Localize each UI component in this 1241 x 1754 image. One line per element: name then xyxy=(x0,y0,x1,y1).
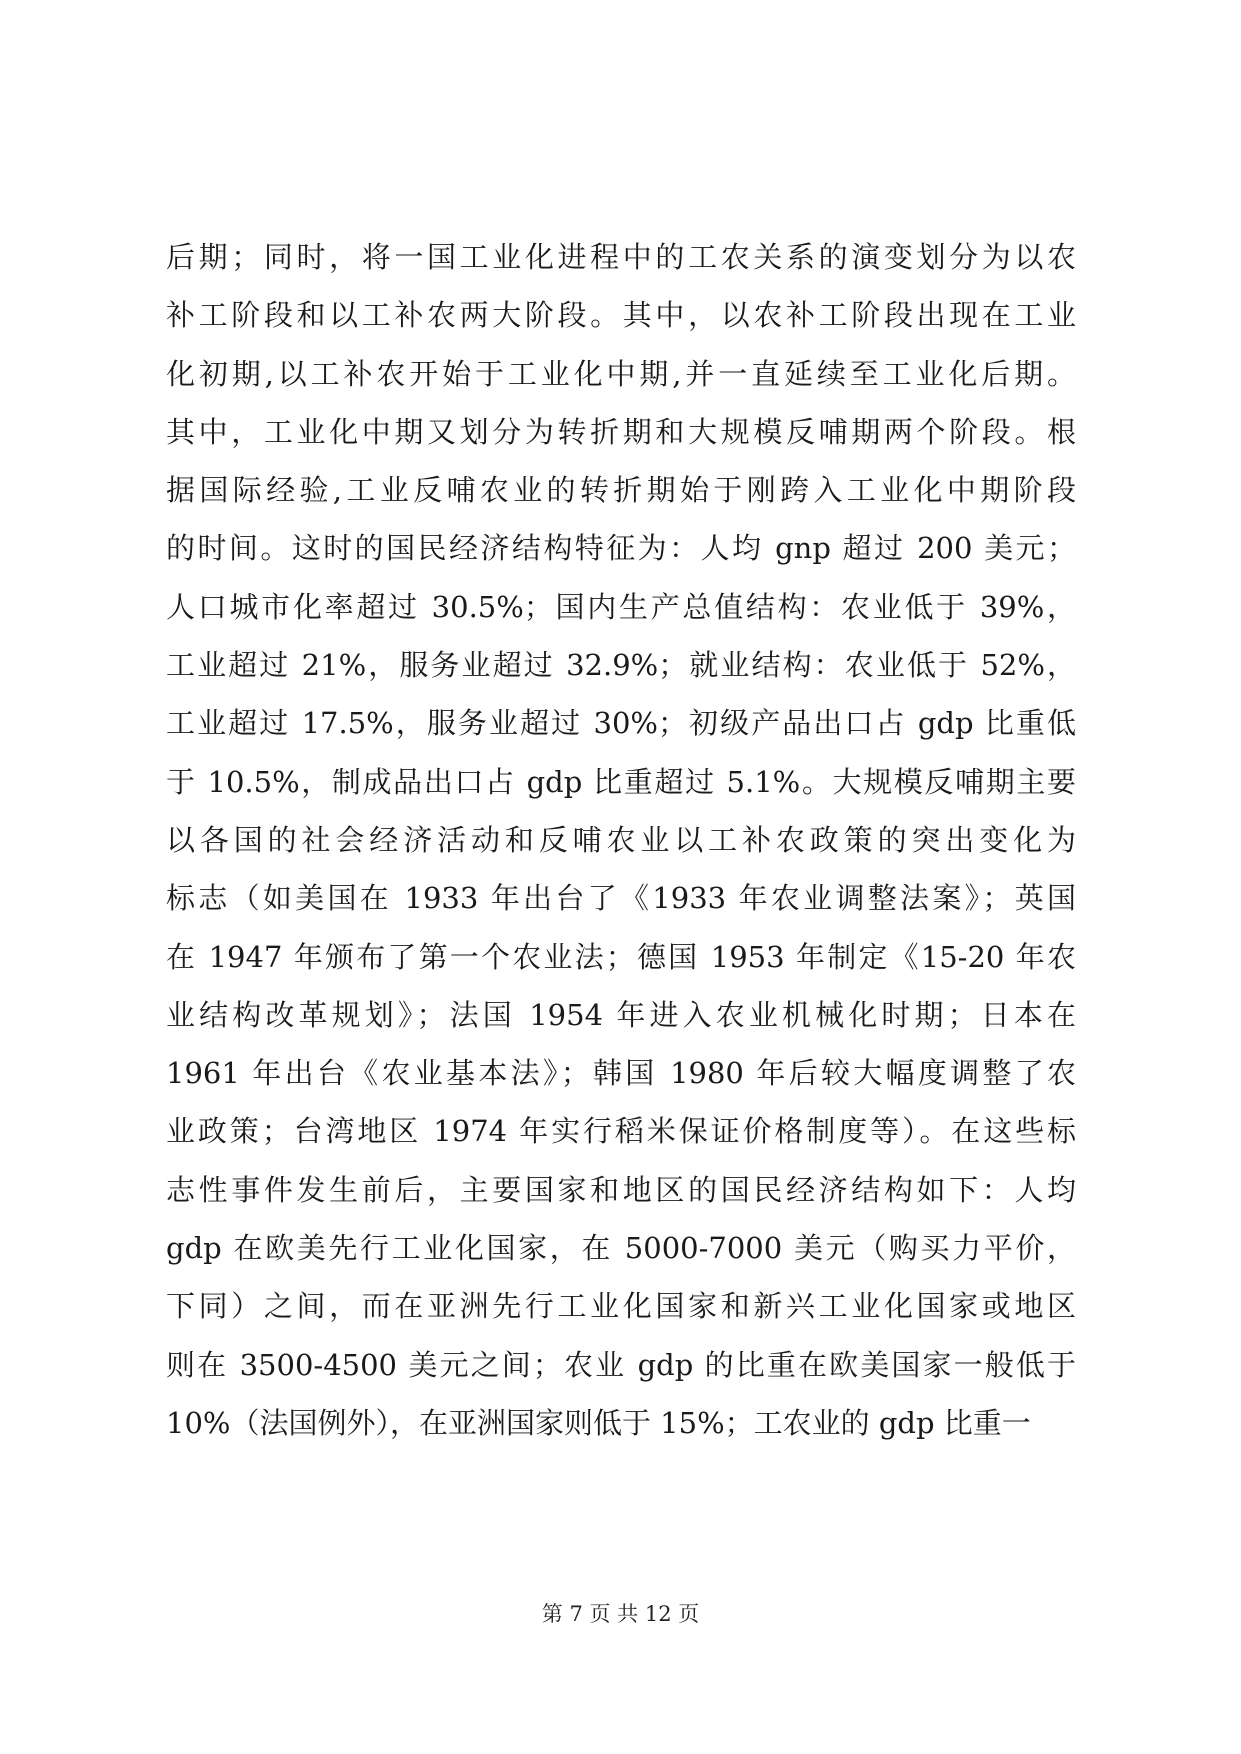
text-line: 10%（法国例外），在亚洲国家则低于 15%；工农业的 gdp 比重一 xyxy=(166,1405,1031,1440)
text-line: 的时间。这时的国民经济结构特征为：人均 gnp 超过 200 美元； xyxy=(166,531,1076,566)
text-line: 下同）之间，而在亚洲先行工业化国家和新兴工业化国家或地区 xyxy=(166,1289,1076,1324)
text-line: 补工阶段和以工补农两大阶段。其中，以农补工阶段出现在工业 xyxy=(166,298,1076,333)
text-line: 业结构改革规划》；法国 1954 年进入农业机械化时期；日本在 xyxy=(166,997,1076,1032)
text-line: 人口城市化率超过 30.5%；国内生产总值结构：农业低于 39%， xyxy=(166,589,1076,624)
text-line: 1961 年出台《农业基本法》；韩国 1980 年后较大幅度调整了农 xyxy=(166,1056,1076,1091)
text-line: 以各国的社会经济活动和反哺农业以工补农政策的突出变化为 xyxy=(166,822,1076,857)
page-number-footer: 第 7 页 共 12 页 xyxy=(541,1602,700,1626)
text-line: 据国际经验,工业反哺农业的转折期始于刚跨入工业化中期阶段 xyxy=(166,473,1076,508)
text-line: 标志（如美国在 1933 年出台了《1933 年农业调整法案》；英国 xyxy=(166,881,1076,916)
text-line: gdp 在欧美先行工业化国家，在 5000-7000 美元（购买力平价， xyxy=(166,1231,1076,1266)
text-line: 化初期,以工补农开始于工业化中期,并一直延续至工业化后期。 xyxy=(166,356,1076,391)
text-line: 其中，工业化中期又划分为转折期和大规模反哺期两个阶段。根 xyxy=(166,414,1076,449)
text-line: 后期；同时，将一国工业化进程中的工农关系的演变划分为以农 xyxy=(166,240,1076,274)
body-paragraph xyxy=(166,228,1076,1452)
text-line: 志性事件发生前后，主要国家和地区的国民经济结构如下：人均 xyxy=(166,1172,1076,1207)
text-line: 工业超过 17.5%，服务业超过 30%；初级产品出口占 gdp 比重低 xyxy=(166,706,1076,741)
text-line: 业政策；台湾地区 1974 年实行稻米保证价格制度等）。在这些标 xyxy=(166,1114,1076,1149)
text-line: 工业超过 21%，服务业超过 32.9%；就业结构：农业低于 52%， xyxy=(166,648,1076,683)
text-line: 在 1947 年颁布了第一个农业法；德国 1953 年制定《15-20 年农 xyxy=(166,939,1076,974)
text-line: 则在 3500-4500 美元之间；农业 gdp 的比重在欧美国家一般低于 xyxy=(166,1347,1076,1382)
text-line: 于 10.5%，制成品出口占 gdp 比重超过 5.1%。大规模反哺期主要 xyxy=(166,764,1076,799)
